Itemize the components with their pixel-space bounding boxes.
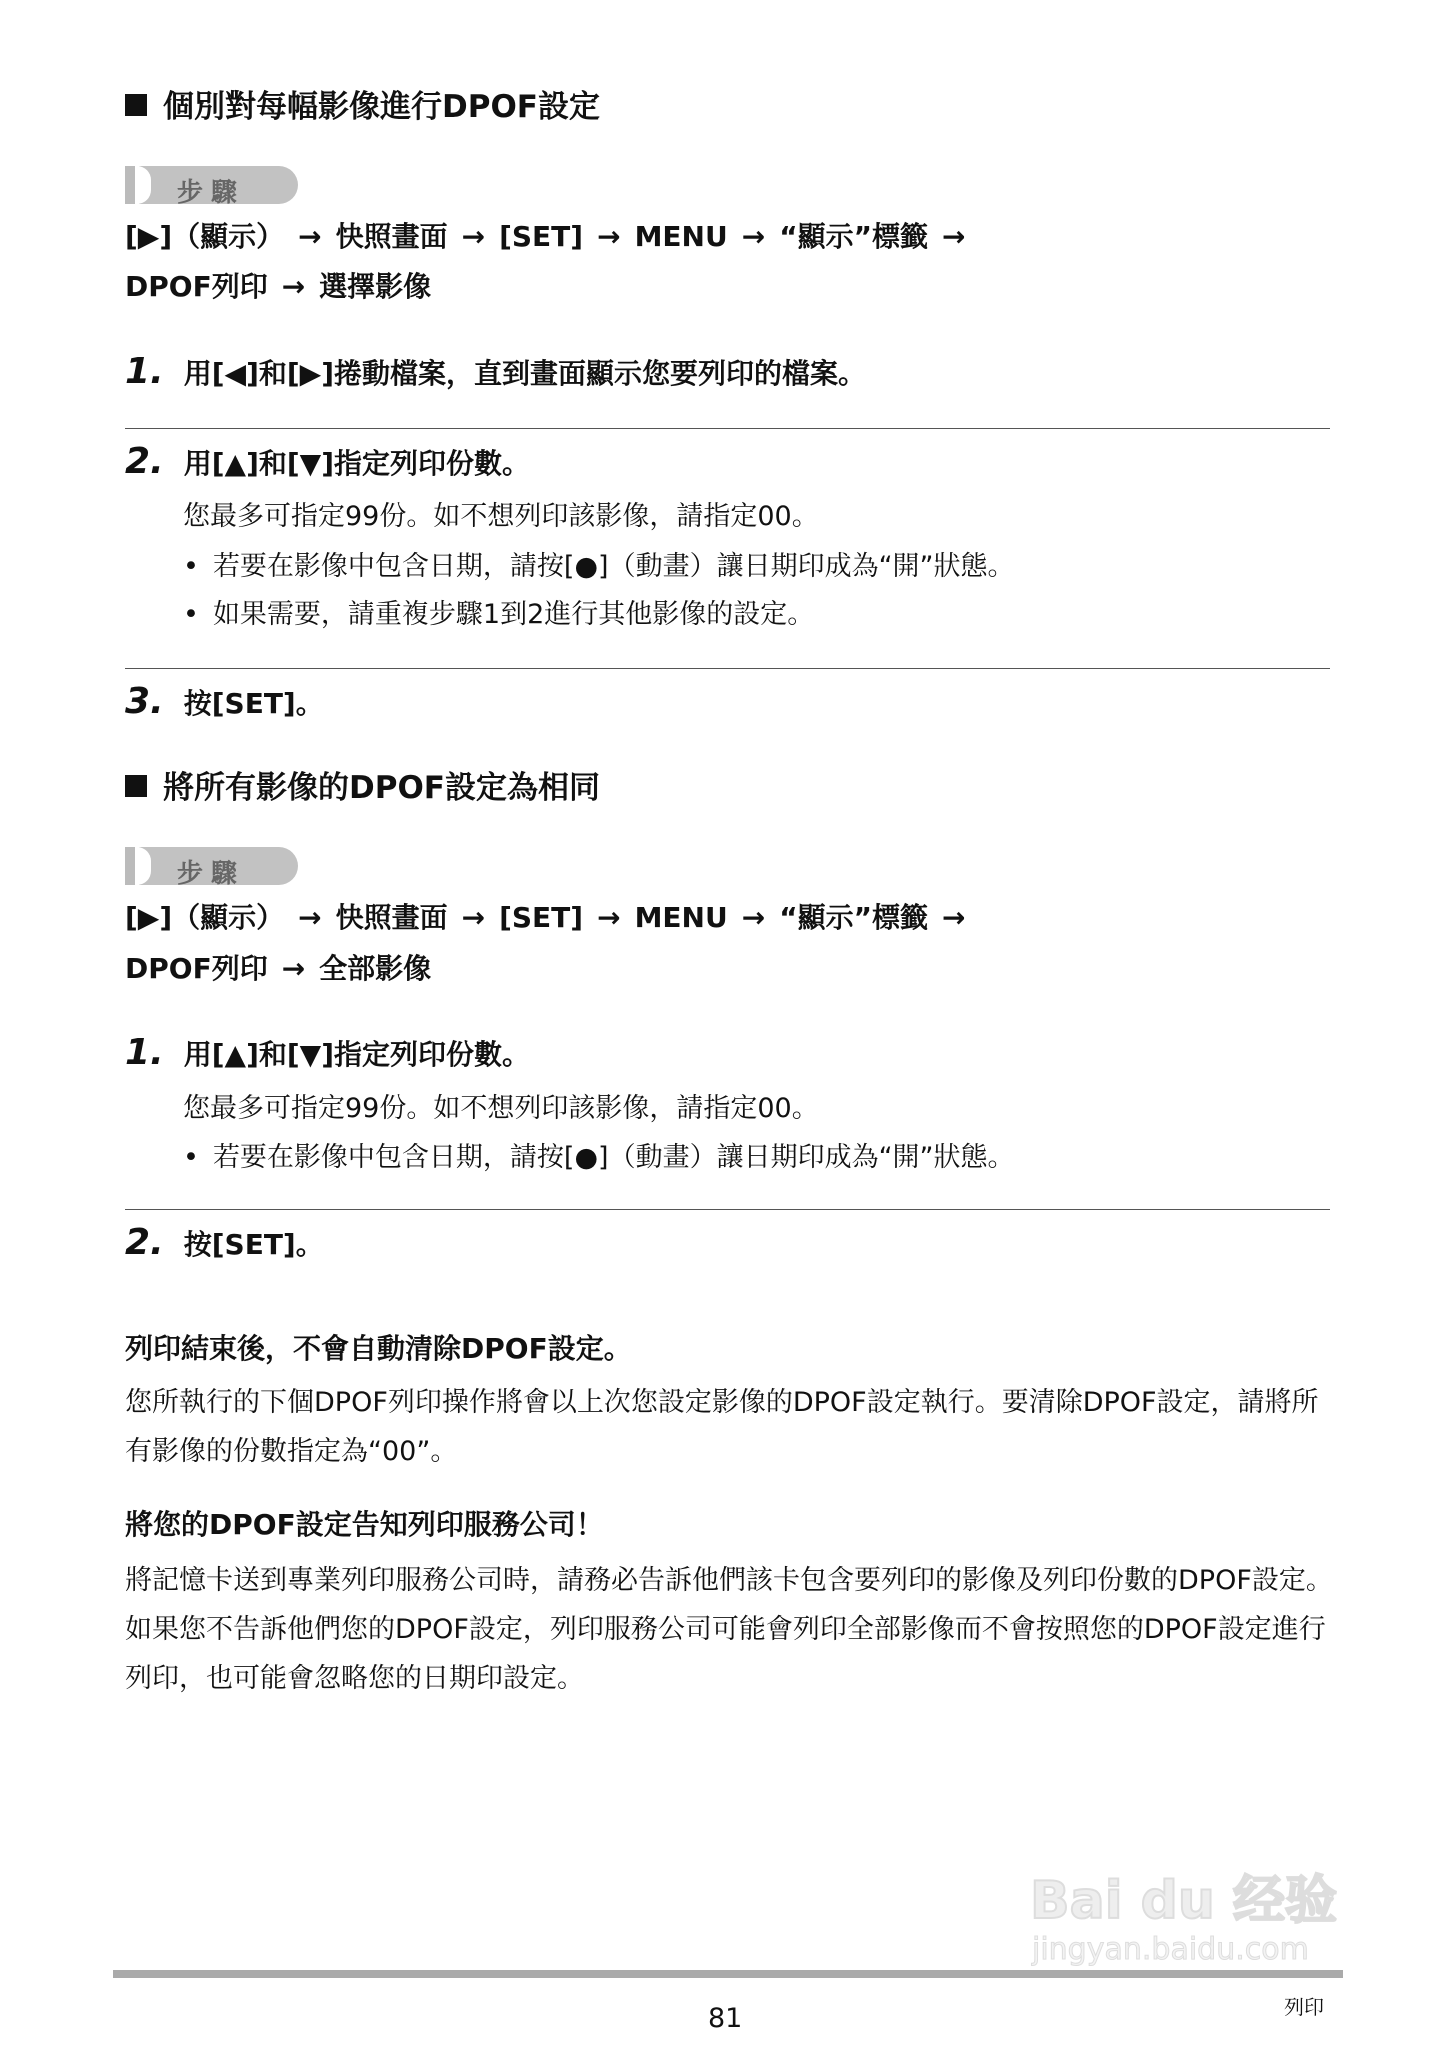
step-1: 1. 用[▲]和[▼]指定列印份數。 [125, 1032, 530, 1073]
step-label-pill [125, 166, 298, 208]
footer-section-label: 列印 [1284, 1995, 1324, 2019]
step-1: 1. 用[◀]和[▶]捲動檔案，直到畫面顯示您要列印的檔案。 [125, 351, 866, 392]
step-2: 2. 按[SET]。 [125, 1222, 324, 1263]
arrow-icon: → [597, 901, 621, 934]
section-title: 個別對每幅影像進行DPOF設定 [163, 89, 600, 125]
arrow-icon: → [741, 220, 766, 253]
section-heading [125, 89, 600, 125]
arrow-icon: → [942, 220, 966, 253]
section-heading [125, 770, 600, 806]
page-number: 81 [708, 2003, 743, 2034]
square-bullet-icon [125, 775, 147, 797]
bullet-item: • 若要在影像中包含日期，請按[●]（動畫）讓日期印成為“開”狀態。 [183, 551, 1015, 582]
arrow-icon: → [281, 952, 306, 985]
arrow-icon: → [741, 901, 766, 934]
watermark-url: jingyan.baidu.com [1032, 1932, 1309, 1967]
menu-path-line2: DPOF列印 → 全部影像 [125, 952, 432, 985]
bullet-item: • 如果需要，請重複步驟1到2進行其他影像的設定。 [183, 599, 815, 630]
menu-path-line2: DPOF列印 → 選擇影像 [125, 270, 432, 303]
arrow-icon: → [461, 901, 486, 934]
baidu-watermark-logo: Bai du 经验 [1030, 1871, 1337, 1931]
arrow-icon: → [597, 220, 621, 253]
arrow-icon: → [942, 901, 966, 934]
arrow-icon: → [298, 220, 322, 253]
note-text: 將記憶卡送到專業列印服務公司時，請務必告訴他們該卡包含要列印的影像及列印份數的DPOF設定。如果您不告訴他們您的DPOF設定，列印服務公司可能會列印全部影像而不會按照您的DPOF設定進行列印，也可能會忽略您的日期印設定。 [125, 1565, 1333, 1694]
menu-path-line1: [▶]（顯示） → 快照畫面 → [SET] → MENU → “顯示”標籤 → [125, 220, 966, 253]
divider [125, 1209, 1330, 1210]
note-title: 將您的DPOF設定告知列印服務公司！ [125, 1508, 604, 1541]
step-body: 您最多可指定99份。如不想列印該影像，請指定00。 [183, 1093, 819, 1124]
arrow-icon: → [281, 270, 306, 303]
step-3: 3. 按[SET]。 [125, 681, 324, 722]
divider [125, 668, 1330, 669]
note-title: 列印結束後，不會自動清除DPOF設定。 [125, 1332, 632, 1365]
step-label: 步驟 [177, 178, 246, 208]
menu-path-line1: [▶]（顯示） → 快照畫面 → [SET] → MENU → “顯示”標籤 → [125, 901, 966, 934]
arrow-icon: → [461, 220, 486, 253]
step-body: 您最多可指定99份。如不想列印該影像，請指定00。 [183, 501, 819, 532]
footer-bar [113, 1970, 1343, 1978]
step-2: 2. 用[▲]和[▼]指定列印份數。 [125, 441, 530, 482]
arrow-icon: → [298, 901, 322, 934]
note-text: 您所執行的下個DPOF列印操作將會以上次您設定影像的DPOF設定執行。要清除DPOF設定，請將所有影像的份數指定為“00”。 [125, 1387, 1319, 1467]
step-label-pill [125, 847, 298, 889]
step-label: 步驟 [177, 859, 246, 889]
section-title: 將所有影像的DPOF設定為相同 [163, 770, 600, 806]
divider [125, 428, 1330, 429]
square-bullet-icon [125, 94, 147, 116]
bullet-item: • 若要在影像中包含日期，請按[●]（動畫）讓日期印成為“開”狀態。 [183, 1142, 1015, 1173]
